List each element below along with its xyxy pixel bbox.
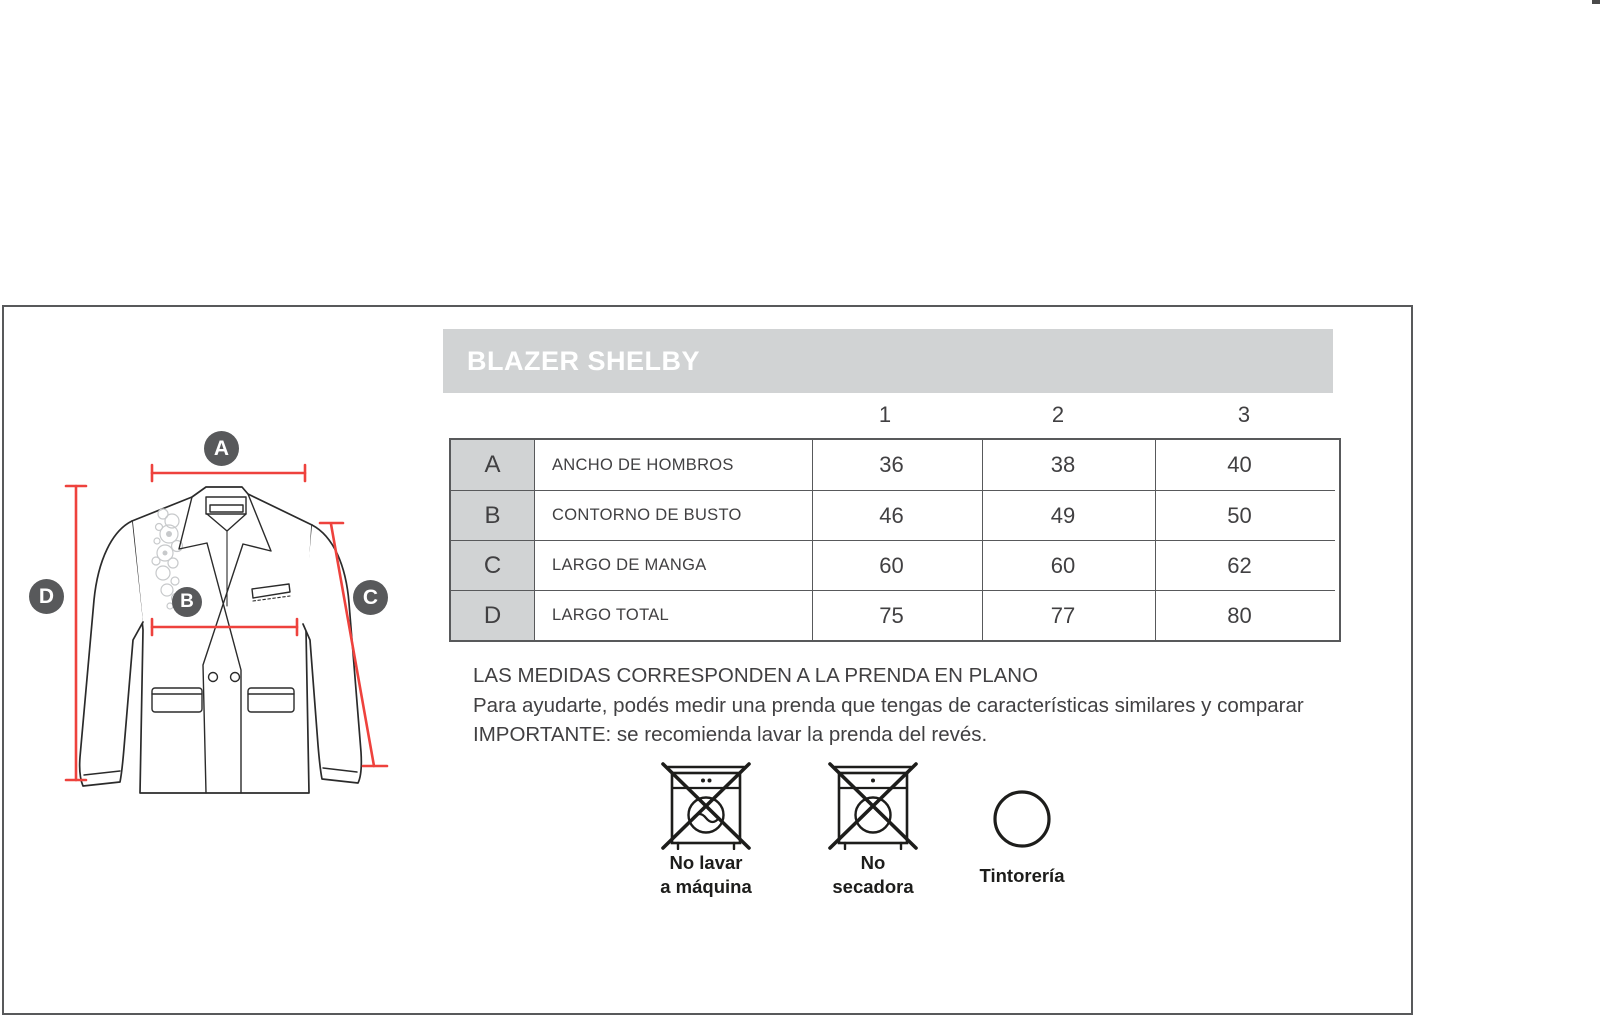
care-label: a máquina (660, 876, 752, 897)
care-label: secadora (832, 876, 914, 897)
product-title: BLAZER SHELBY (467, 346, 701, 376)
size-column-3: 3 (1237, 402, 1251, 427)
row-letter: D (451, 590, 535, 640)
no-machine-wash-icon (656, 762, 756, 850)
measurement-label: ANCHO DE HOMBROS (535, 440, 813, 490)
value-size3: 80 (1156, 590, 1335, 640)
screen-artifact (1592, 0, 1600, 4)
measurement-label: LARGO TOTAL (535, 590, 813, 640)
measurement-notes (473, 661, 1304, 750)
measurement-label: CONTORNO DE BUSTO (535, 490, 813, 540)
note-line-1: LAS MEDIDAS CORRESPONDEN A LA PRENDA EN PLANO (473, 664, 1039, 687)
jacket-right-sleeve (303, 525, 361, 783)
measurement-line-a (152, 465, 305, 481)
value-size1: 60 (813, 540, 982, 590)
row-letter: C (451, 540, 535, 590)
measurement-badge-b: B (172, 587, 202, 617)
note-line-3: IMPORTANTE: se recomienda lavar la prenda del revés. (473, 723, 988, 746)
measurement-label: LARGO DE MANGA (535, 540, 813, 590)
measurement-badge-a: A (204, 431, 239, 466)
note-line-2: Para ayudarte, podés medir una prenda que tengas de características similares y comparar (473, 693, 1304, 717)
measurements-table (449, 438, 1341, 642)
right-flap-pocket (248, 688, 294, 712)
dry-clean-circle-icon (987, 762, 1057, 850)
value-size2: 38 (982, 440, 1156, 490)
measurement-badge-d: D (29, 579, 64, 614)
care-item-no-machine-wash (626, 762, 786, 898)
value-size2: 77 (982, 590, 1156, 640)
left-flap-pocket (152, 688, 202, 712)
value-size2: 49 (982, 490, 1156, 540)
jacket-body (132, 487, 312, 793)
care-item-dry-clean (942, 762, 1102, 887)
value-size3: 50 (1156, 490, 1335, 540)
care-label: No lavar (669, 852, 743, 873)
size-column-1: 1 (878, 402, 892, 427)
row-letter: B (451, 490, 535, 540)
value-size3: 40 (1227, 452, 1252, 477)
value-size1: 75 (813, 590, 982, 640)
care-item-no-tumble-dry (793, 762, 953, 898)
care-label: No (860, 852, 886, 873)
care-label: Tintorería (979, 865, 1065, 886)
value-size1: 46 (813, 490, 982, 540)
size-column-2: 2 (1051, 402, 1065, 427)
value-size1: 36 (879, 452, 904, 477)
product-header-bar (443, 329, 1333, 393)
value-size2: 60 (982, 540, 1156, 590)
no-tumble-dry-icon (823, 762, 923, 850)
button-left (209, 673, 218, 682)
value-size3: 62 (1156, 540, 1335, 590)
measurement-badge-c: C (353, 580, 388, 615)
blazer-illustration (20, 425, 420, 810)
jacket-left-sleeve (80, 521, 143, 786)
button-right (231, 673, 240, 682)
row-letter: A (451, 440, 535, 490)
